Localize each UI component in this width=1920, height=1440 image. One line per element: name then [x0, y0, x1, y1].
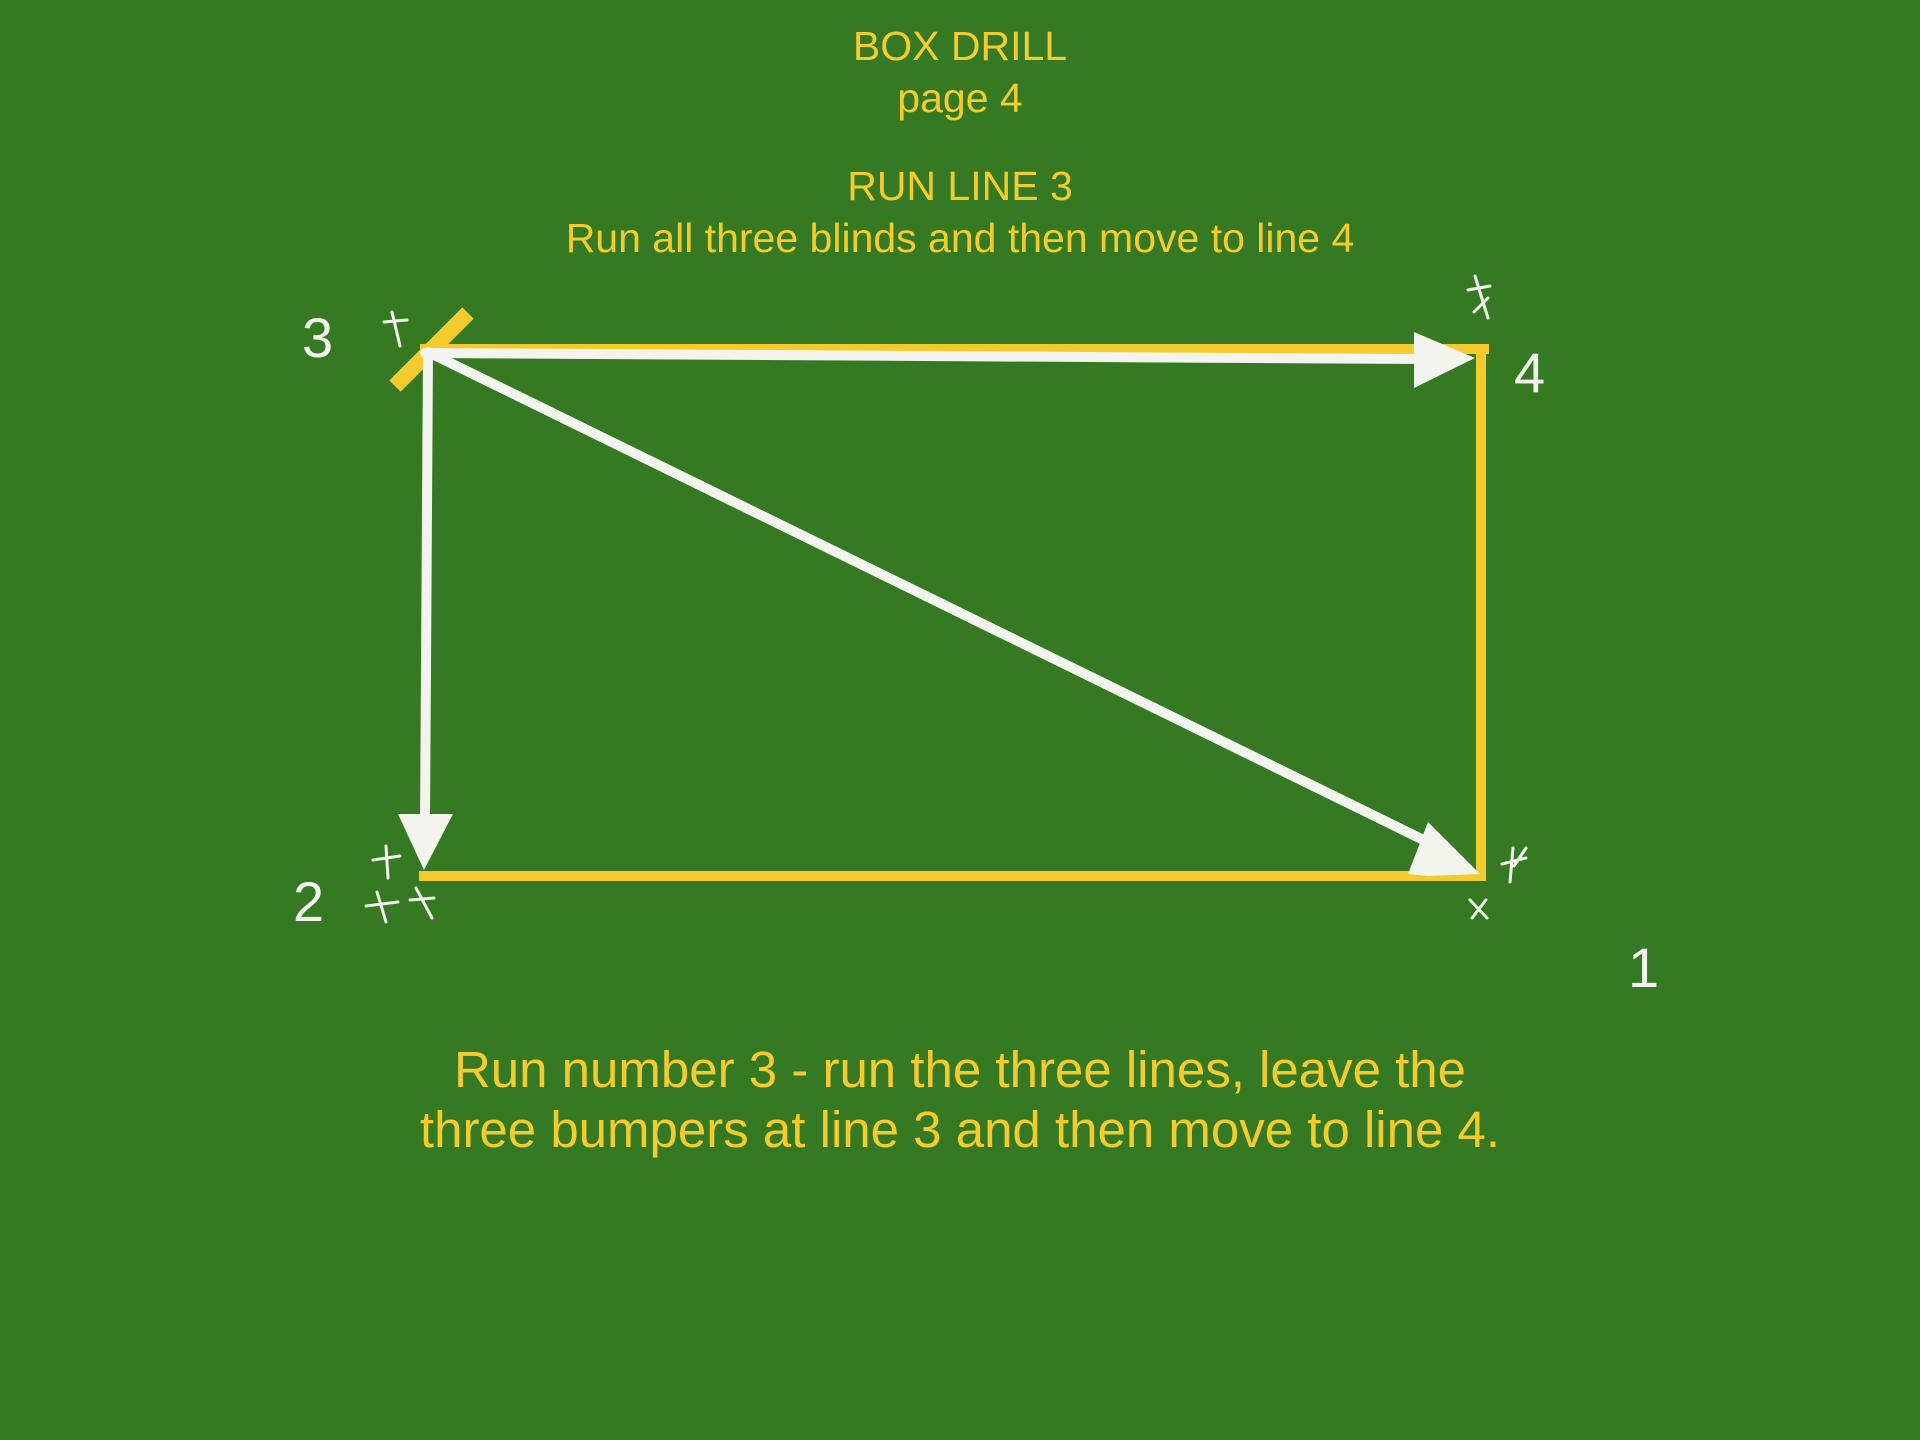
page-title: BOX DRILL	[852, 23, 1068, 69]
x-mark-icon	[366, 276, 1526, 922]
arrow-to-line-1	[428, 352, 1480, 876]
corner-label-2: 2	[293, 870, 325, 933]
corner-label-1: 1	[1628, 936, 1660, 999]
corner-label-3: 3	[302, 306, 334, 369]
drill-description	[0, 1040, 1920, 1160]
page-number: page 4	[897, 75, 1023, 121]
arrow-to-line-2	[398, 353, 453, 870]
drill-description-line-1: Run number 3 - run the three lines, leave the	[453, 1041, 1467, 1098]
run-line-instruction: Run all three blinds and then move to line 4	[565, 215, 1355, 261]
arrow-to-line-4	[425, 332, 1475, 388]
corner-label-4: 4	[1514, 341, 1546, 404]
drill-description-line-2: three bumpers at line 3 and then move to line 4.	[419, 1101, 1501, 1158]
run-lines	[398, 332, 1480, 876]
run-line-heading: RUN LINE 3	[847, 163, 1073, 209]
